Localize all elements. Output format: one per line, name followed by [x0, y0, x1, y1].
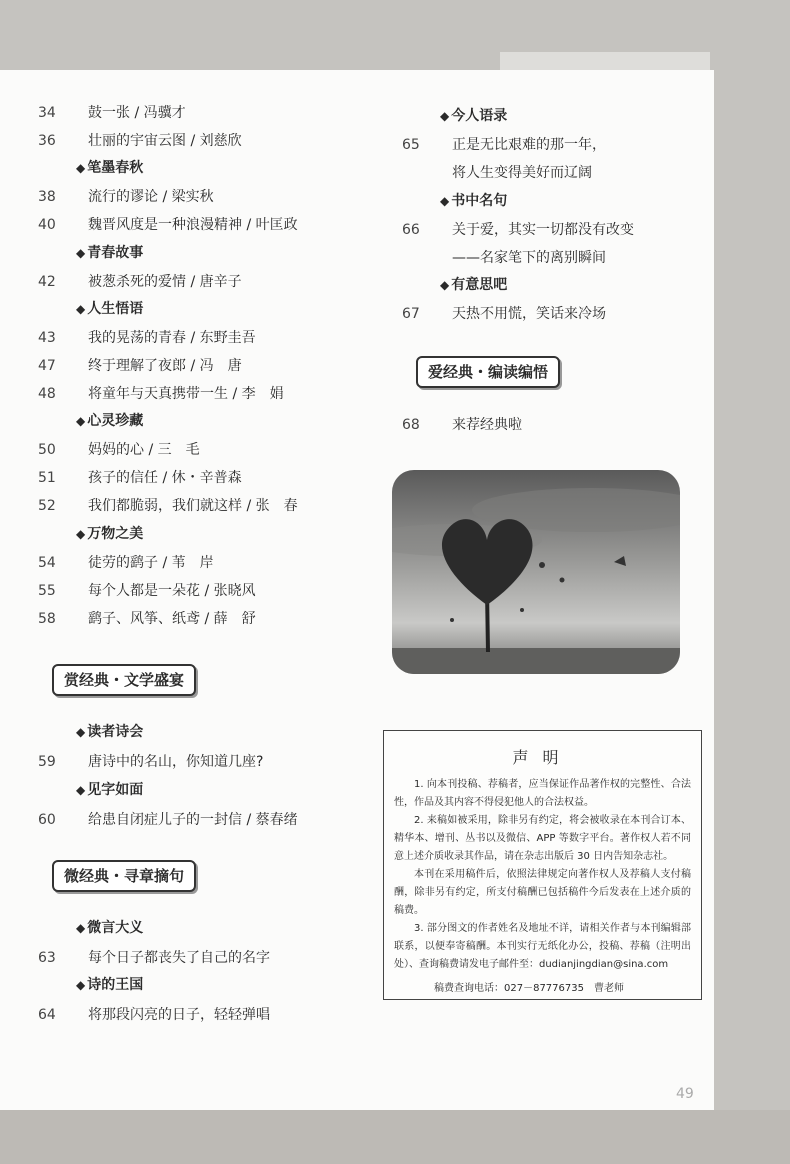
- toc-title: 每个日子都丧失了自己的名字: [88, 949, 270, 966]
- diamond-icon: ◆: [440, 278, 450, 293]
- toc-section-heading: [76, 522, 143, 546]
- section-title: 诗的王国: [87, 977, 144, 993]
- diamond-icon: ◆: [76, 526, 86, 541]
- toc-section-heading: [76, 916, 143, 940]
- diamond-icon: ◆: [76, 161, 86, 176]
- toc-page-number: 52: [38, 498, 56, 515]
- section-box-ai: 爱经典・编读编悟: [416, 356, 560, 388]
- notice-footer: 稿费查询电话：027－87776735 曹老师: [434, 983, 624, 994]
- notice-paragraph: 本刊在采用稿件后，依照法律规定向著作权人及荐稿人支付稿酬，除非另有约定，所支付稿酬已包括稿件今后发表在上述介质的稿费。: [394, 869, 691, 916]
- toc-section-heading: [76, 778, 143, 802]
- toc-page-number: 64: [38, 1006, 56, 1023]
- toc-title: 天热不用慌，笑话来冷场: [452, 306, 606, 323]
- page-number: 49: [676, 1086, 694, 1102]
- toc-title: 每个人都是一朵花 / 张晓风: [88, 582, 256, 599]
- toc-page-number: 66: [402, 221, 420, 238]
- toc-page-number: 42: [38, 273, 56, 290]
- diamond-icon: ◆: [76, 414, 86, 429]
- toc-title: 徒劳的鹞子 / 苇 岸: [88, 554, 214, 571]
- diamond-icon: ◆: [76, 725, 86, 739]
- toc-title: 关于爱，其实一切都没有改变: [452, 221, 634, 238]
- toc-page-number: 59: [38, 754, 56, 770]
- top-strip: [500, 52, 710, 70]
- toc-page-number: 65: [402, 137, 420, 154]
- diamond-icon: ◆: [76, 245, 86, 260]
- toc-section-heading: [76, 241, 143, 265]
- toc-section-heading: [76, 409, 143, 433]
- notice-paragraph: 2. 来稿如被采用，除非另有约定，将会被收录在本刊合订本、精华本、增刊、丛书以及微信、APP 等数字平台。著作权人若不同意上述介质收录其作品，请在杂志出版后 30 日内告知杂志社。: [394, 815, 691, 862]
- toc-page-number: 60: [38, 812, 56, 828]
- toc-title: 我的晃荡的青春 / 东野圭吾: [88, 329, 256, 346]
- toc-section-heading: [76, 297, 143, 321]
- toc-page-number: 38: [38, 189, 56, 206]
- section-box-shang: 赏经典・文学盛宴: [52, 664, 196, 696]
- section-title: 万物之美: [87, 525, 144, 542]
- toc-title: 孩子的信任 / 休・辛普森: [88, 470, 242, 487]
- toc-page-number: 34: [38, 105, 56, 121]
- toc-title: 鹞子、风筝、纸鸢 / 薛 舒: [88, 610, 256, 627]
- toc-section-heading: [76, 720, 143, 744]
- section-title: 笔墨春秋: [87, 160, 144, 177]
- toc-page-number: 63: [38, 949, 56, 966]
- toc-title: 流行的谬论 / 梁实秋: [88, 189, 214, 206]
- notice-paragraph: 3. 部分图文的作者姓名及地址不详，请相关作者与本刊编辑部联系，以便奉寄稿酬。本刊实行无纸化办公，投稿、荐稿（注明出处）、查询稿费请发电子邮件至：dudianjingdian@sina.com: [394, 923, 691, 970]
- diamond-icon: ◆: [440, 109, 450, 123]
- page-shadow: [0, 1110, 790, 1164]
- toc-title: 鼓一张 / 冯骥才: [88, 105, 186, 121]
- toc-page-number: 36: [38, 133, 56, 150]
- toc-section-heading: [440, 189, 507, 213]
- toc-section-heading: [440, 104, 507, 128]
- toc-title: 将童年与天真携带一生 / 李 娟: [88, 386, 284, 402]
- heart-tree-illustration: [392, 470, 680, 674]
- toc-title: 魏晋风度是一种浪漫精神 / 叶匡政: [88, 217, 298, 234]
- toc-section-heading: [76, 156, 143, 180]
- toc-page-number: 47: [38, 357, 56, 374]
- toc-page-number: 58: [38, 610, 56, 627]
- toc-page-number: 55: [38, 582, 56, 599]
- toc-title: ——名家笔下的离别瞬间: [452, 250, 606, 266]
- heart-tree-photo: [392, 470, 680, 674]
- toc-page-number: 51: [38, 470, 56, 487]
- notice-box: [383, 730, 702, 1000]
- section-title: 人生悟语: [87, 300, 144, 317]
- section-title: 心灵珍藏: [87, 413, 144, 430]
- notice-paragraph: 1. 向本刊投稿、荐稿者，应当保证作品著作权的完整性、合法性，作品及其内容不得侵犯他人的合法权益。: [394, 779, 691, 808]
- toc-title: 来荐经典啦: [452, 417, 522, 433]
- toc-title: 终于理解了夜郎 / 冯 唐: [88, 357, 242, 374]
- diamond-icon: ◆: [76, 978, 86, 992]
- section-title: 读者诗会: [87, 724, 144, 740]
- toc-title: 妈妈的心 / 三 毛: [88, 442, 200, 459]
- diamond-icon: ◆: [76, 301, 86, 316]
- toc-title: 正是无比艰难的那一年，: [452, 137, 606, 154]
- toc-page-number: 67: [402, 306, 420, 323]
- notice-title: 声明: [512, 748, 573, 767]
- toc-title: 被葱杀死的爱情 / 唐辛子: [88, 273, 242, 290]
- toc-page-number: 50: [38, 442, 56, 459]
- toc-title: 将那段闪亮的日子，轻轻弹唱: [88, 1006, 270, 1023]
- section-title: 有意思吧: [451, 277, 508, 294]
- toc-title: 壮丽的宇宙云图 / 刘慈欣: [88, 133, 242, 150]
- toc-section-heading: [440, 273, 507, 297]
- section-title: 书中名句: [451, 192, 508, 209]
- toc-title: 我们都脆弱，我们就这样 / 张 春: [88, 498, 298, 515]
- toc-title: 唐诗中的名山，你知道几座?: [88, 754, 264, 770]
- toc-page-number: 54: [38, 554, 56, 571]
- toc-page-number: 40: [38, 217, 56, 234]
- section-box-wei: 微经典・寻章摘句: [52, 860, 196, 892]
- section-title: 微言大义: [87, 920, 144, 936]
- toc-page-number: 48: [38, 386, 56, 402]
- section-title: 见字如面: [87, 782, 144, 798]
- section-title: 今人语录: [451, 108, 508, 124]
- toc-title: 给患自闭症儿子的一封信 / 蔡春绪: [88, 812, 298, 828]
- section-title: 青春故事: [87, 244, 144, 261]
- diamond-icon: ◆: [440, 193, 450, 208]
- toc-title: 将人生变得美好而辽阔: [452, 165, 592, 182]
- toc-page-number: 68: [402, 417, 420, 433]
- toc-page-number: 43: [38, 329, 56, 346]
- toc-section-heading: [76, 973, 143, 997]
- diamond-icon: ◆: [76, 783, 86, 797]
- diamond-icon: ◆: [76, 921, 86, 935]
